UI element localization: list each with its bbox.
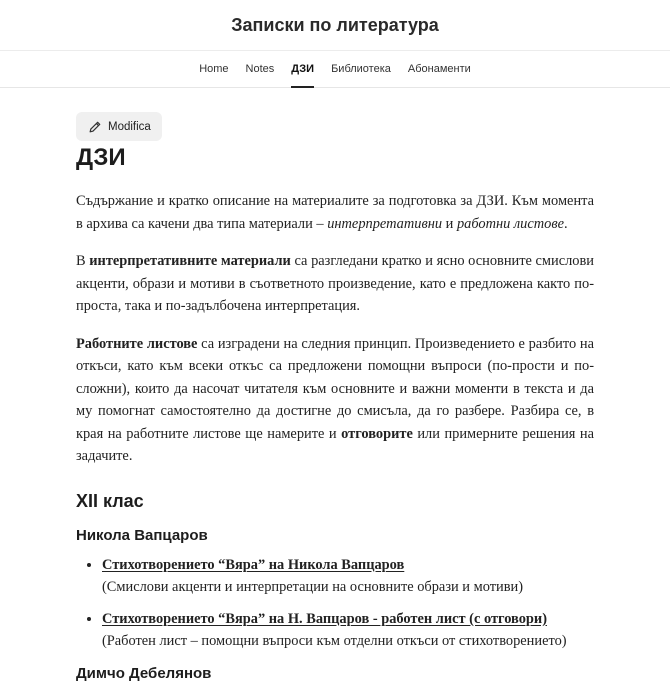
list-item (102, 608, 594, 653)
section-heading: XII клас (76, 490, 144, 511)
material-link[interactable]: Стихотворението “Вяра” на Н. Вапцаров - работен лист (с отговори) (102, 610, 548, 627)
page-title: ДЗИ (76, 144, 126, 171)
site-title[interactable]: Записки по литература (0, 0, 670, 51)
main-content (0, 88, 670, 686)
pencil-icon (88, 120, 102, 134)
material-link[interactable]: Стихотворението “Вяра” на Никола Вапцаров (102, 556, 405, 573)
p3-strong-worksheets: Работните листове (76, 335, 198, 352)
p2-rest: са разгледани кратко и ясно основните смислови акценти, образи и мотиви в съответното произведение, като е предложена както по-проста, така и по-задълбочена интерпретация. (76, 253, 594, 314)
worksheets-paragraph (76, 333, 594, 468)
main-nav (0, 51, 670, 88)
nav-item-notes[interactable]: Notes (245, 63, 275, 75)
intro-paragraph (76, 190, 594, 235)
author-heading-debelyanov: Димчо Дебелянов (76, 664, 212, 682)
material-description: (Смислови акценти и интерпретации на основните образи и мотиви) (102, 579, 523, 595)
intro-mid: и (442, 215, 457, 232)
intro-end: . (564, 215, 568, 232)
p3-strong-answers: отговорите (341, 425, 413, 442)
edit-button-label: Modifica (108, 120, 151, 133)
intro-text: Съдържание и кратко описание на материалите за подготовка за ДЗИ. Към момента в архива са качени два типа материали – (76, 193, 594, 232)
intro-em-worksheets: работни листове (456, 215, 564, 232)
interpretative-paragraph (76, 250, 594, 318)
nav-item-subscriptions[interactable]: Абонаменти (407, 63, 471, 75)
author-heading-vaptsarov: Никола Вапцаров (76, 526, 208, 544)
p3-text2: или примерните решения на задачите. (76, 425, 594, 464)
p2-strong: интерпретативните материали (89, 253, 291, 269)
nav-item-library[interactable]: Библиотека (331, 63, 391, 75)
site-header (0, 0, 670, 88)
edit-button[interactable] (76, 112, 162, 141)
list-item (102, 554, 594, 599)
material-list (76, 554, 594, 653)
nav-item-home[interactable]: Home (199, 63, 229, 75)
p2-start: В (76, 253, 90, 269)
intro-em-interpretative: интерпретативни (327, 215, 443, 232)
material-description: (Работен лист – помощни въпроси към отделни откъси от стихотворението) (102, 633, 567, 649)
nav-item-dzi[interactable]: ДЗИ (291, 51, 314, 87)
p3-text1: са изградени на следния принцип. Произведението е разбито на откъси, като към всеки откъс са предложени помощни въпроси (по-прости и по-сложни), които да насочат читателя към основните и важни моменти в текста и да му помогнат самостоятелно да достигне до смисъла, да го разбере. Разбира се, в края на работните листове ще намерите и (76, 335, 594, 442)
